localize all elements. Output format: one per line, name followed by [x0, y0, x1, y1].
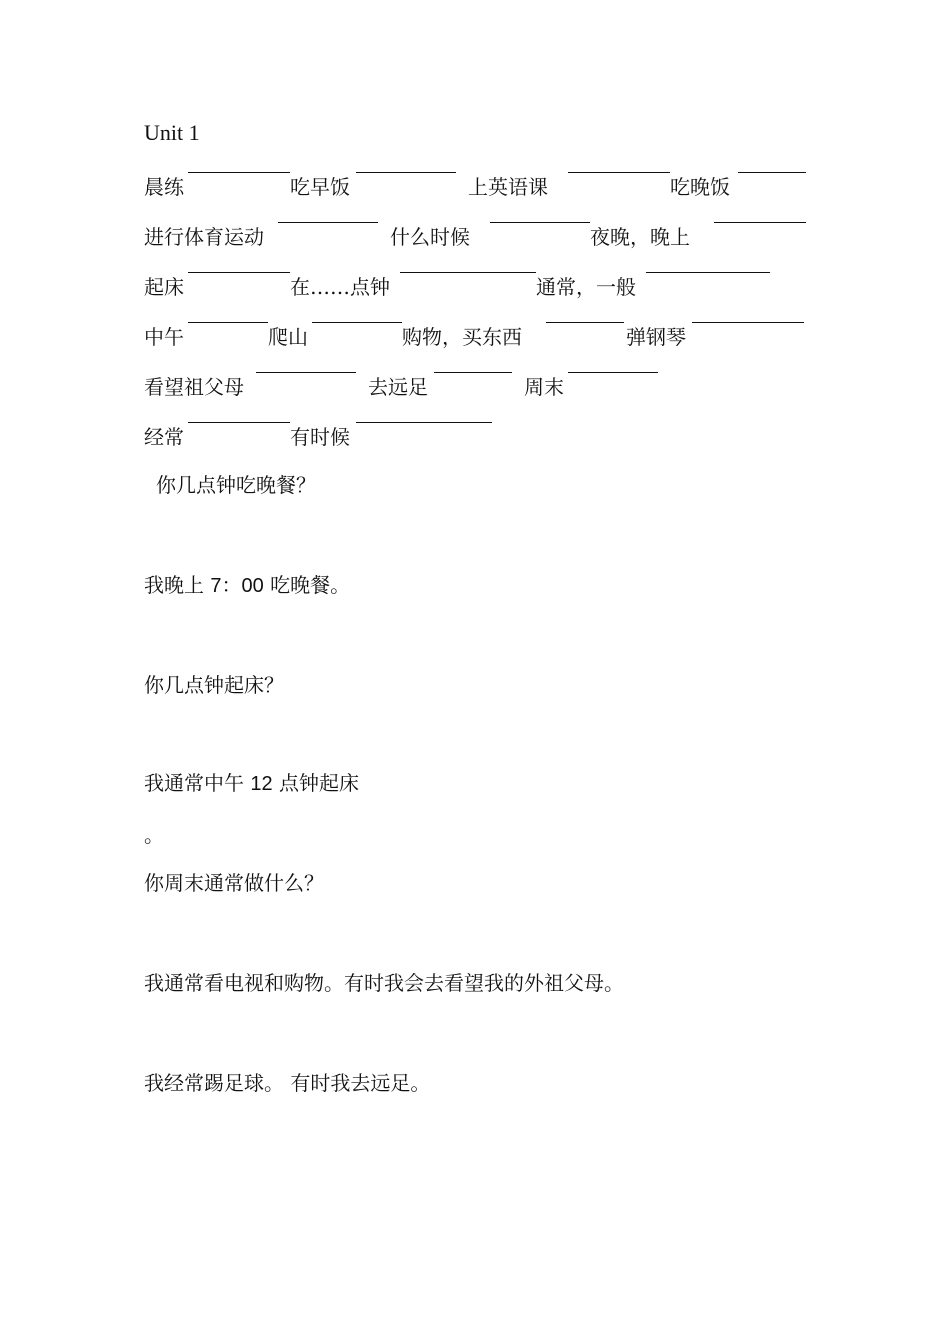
vocab-term: 夜晚，晚上	[590, 225, 690, 249]
answer-blank[interactable]	[714, 222, 806, 223]
vocab-term: 购物，买东西	[402, 325, 522, 349]
sentence-text: 吃晚餐。	[270, 573, 351, 597]
sentence-answer-weekend: 我通常看电视和购物。有时我会去看望我的外祖父母。	[144, 971, 624, 995]
answer-blank[interactable]	[188, 172, 290, 173]
vocab-term: 有时候	[290, 425, 350, 449]
vocab-term: 中午	[144, 325, 184, 349]
answer-blank[interactable]	[188, 422, 290, 423]
vocab-term: 什么时候	[390, 225, 470, 249]
sentence-answer-getup	[144, 768, 359, 799]
vocab-term: 通常，一般	[536, 275, 636, 299]
vocab-term: 爬山	[268, 325, 308, 349]
answer-blank[interactable]	[188, 272, 290, 273]
answer-blank[interactable]	[356, 172, 456, 173]
answer-blank[interactable]	[356, 422, 492, 423]
answer-blank[interactable]	[188, 322, 268, 323]
sentence-period: 。	[144, 823, 164, 847]
answer-blank[interactable]	[278, 222, 378, 223]
vocab-term: 吃晚饭	[670, 175, 730, 199]
time-value: 7：00	[210, 575, 264, 597]
vocab-term: 在……点钟	[290, 275, 390, 299]
sentence-text: 我晚上	[144, 573, 204, 597]
answer-blank[interactable]	[646, 272, 770, 273]
answer-blank[interactable]	[568, 372, 658, 373]
vocab-term: 晨练	[144, 175, 184, 199]
sentence-text: 我通常中午	[144, 771, 244, 795]
sentence-answer-often: 我经常踢足球。 有时我去远足。	[144, 1071, 431, 1095]
vocab-term: 进行体育运动	[144, 225, 264, 249]
sentence-text: 点钟起床	[278, 771, 359, 795]
time-value: 12	[250, 773, 273, 795]
answer-blank[interactable]	[568, 172, 670, 173]
answer-blank[interactable]	[400, 272, 536, 273]
unit-title: Unit 1	[144, 120, 200, 145]
answer-blank[interactable]	[738, 172, 806, 173]
vocab-term: 去远足	[368, 375, 428, 399]
vocab-term: 上英语课	[468, 175, 548, 199]
sentence-question-weekend: 你周末通常做什么？	[144, 871, 324, 895]
vocab-term: 起床	[144, 275, 184, 299]
sentence-answer-dinner	[144, 570, 350, 601]
answer-blank[interactable]	[490, 222, 590, 223]
vocab-term: 弹钢琴	[626, 325, 686, 349]
vocab-term: 看望祖父母	[144, 375, 244, 399]
sentence-question-dinner: 你几点钟吃晚餐？	[156, 473, 316, 497]
answer-blank[interactable]	[434, 372, 512, 373]
vocab-term: 经常	[144, 425, 184, 449]
answer-blank[interactable]	[312, 322, 402, 323]
answer-blank[interactable]	[546, 322, 624, 323]
vocab-term: 吃早饭	[290, 175, 350, 199]
vocab-term: 周末	[524, 375, 564, 399]
answer-blank[interactable]	[256, 372, 356, 373]
answer-blank[interactable]	[692, 322, 804, 323]
sentence-question-getup: 你几点钟起床？	[144, 673, 284, 697]
